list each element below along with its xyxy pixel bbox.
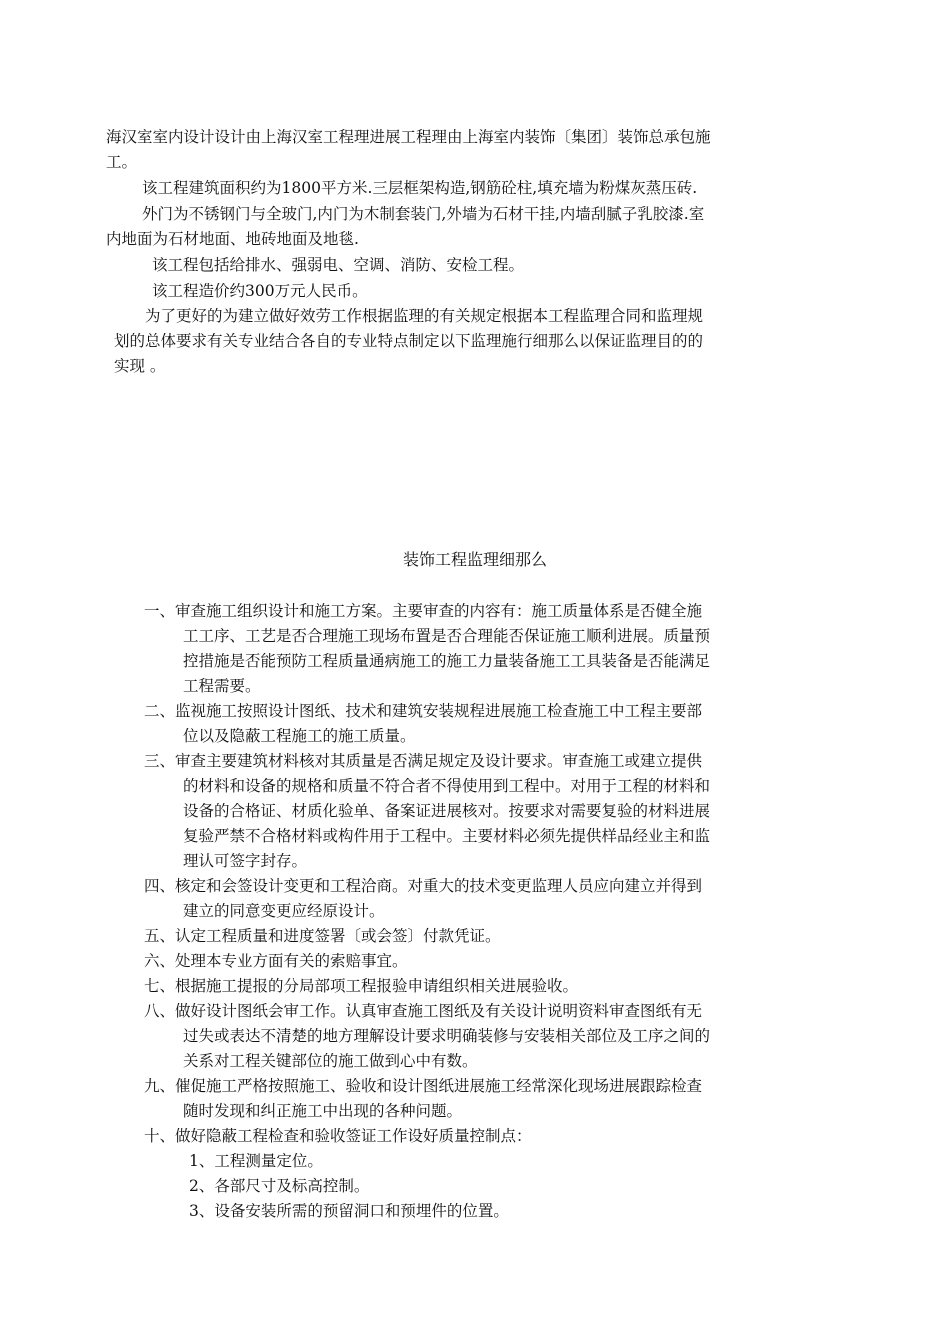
item-3-line-5: 理认可签字封存。: [183, 852, 308, 870]
intro-line-9: 划的总体要求有关专业结合各自的专业特点制定以下监理施行细那么以保证监理目的的: [114, 332, 704, 350]
intro-line-6: 该工程包括给排水、强弱电、空调、消防、安检工程。: [152, 256, 525, 274]
item-9-line-2: 随时发现和纠正施工中出现的各种问题。: [183, 1102, 463, 1120]
intro-line-7: 该工程造价约300万元人民币。: [152, 282, 368, 300]
intro-line-8: 为了更好的为建立做好效劳工作根据监理的有关规定根据本工程监理合同和监理规: [145, 307, 704, 325]
item-4-line-2: 建立的同意变更应经原设计。: [183, 902, 385, 920]
intro-line-4: 外门为不锈钢门与全玻门,内门为木制套装门,外墙为石材干挂,内墙刮腻子乳胶漆.室: [142, 205, 705, 223]
item-3-line-4: 复验严禁不合格材料或构件用于工程中。主要材料必须先提供样品经业主和监: [183, 827, 711, 845]
item-5-line-1: 五、认定工程质量和进度签署〔或会签〕付款凭证。: [144, 927, 501, 945]
intro-line-5: 内地面为石材地面、地砖地面及地毯.: [106, 230, 359, 248]
sub-item-2: 2、各部尺寸及标高控制。: [189, 1177, 370, 1195]
section-title: 装饰工程监理细那么: [402, 550, 547, 569]
sub-item-1: 1、工程测量定位。: [189, 1152, 323, 1170]
intro-line-2: 工。: [106, 153, 138, 171]
item-10-line-1: 十、做好隐蔽工程检查和验收签证工作设好质量控制点：: [144, 1127, 532, 1145]
item-2-line-1: 二、监视施工按照设计图纸、技术和建筑安装规程进展施工检查施工中工程主要部: [144, 702, 703, 720]
intro-line-10: 实现 。: [114, 357, 166, 375]
item-1-line-2: 工工序、工艺是否合理施工现场布置是否合理能否保证施工顺利进展。质量预: [183, 627, 711, 645]
item-4-line-1: 四、核定和会签设计变更和工程洽商。对重大的技术变更监理人员应向建立并得到: [144, 877, 703, 895]
intro-line-3: 该工程建筑面积约为1800平方米.三层框架构造,钢筋砼柱,填充墙为粉煤灰蒸压砖.: [142, 179, 698, 197]
item-2-line-2: 位以及隐蔽工程施工的施工质量。: [183, 727, 416, 745]
sub-item-3: 3、设备安装所需的预留洞口和预埋件的位置。: [189, 1202, 509, 1220]
item-9-line-1: 九、催促施工严格按照施工、验收和设计图纸进展施工经常深化现场进展跟踪检查: [144, 1077, 703, 1095]
item-7-line-1: 七、根据施工提报的分局部项工程报验申请组织相关进展验收。: [144, 977, 579, 995]
item-6-line-1: 六、处理本专业方面有关的索赔事宜。: [144, 952, 408, 970]
intro-line-1: 海汉室室内设计设计由上海汉室工程理进展工程理由上海室内装饰〔集团〕装饰总承包施: [106, 128, 711, 146]
item-1-line-4: 工程需要。: [183, 677, 261, 695]
item-3-line-2: 的材料和设备的规格和质量不符合者不得使用到工程中。对用于工程的材料和: [183, 777, 711, 795]
item-3-line-3: 设备的合格证、材质化验单、备案证进展核对。按要求对需要复验的材料进展: [183, 802, 711, 820]
item-1-line-3: 控措施是否能预防工程质量通病施工的施工力量装备施工工具装备是否能满足: [183, 652, 711, 670]
item-8-line-1: 八、做好设计图纸会审工作。认真审查施工图纸及有关设计说明资料审查图纸有无: [144, 1002, 703, 1020]
item-8-line-3: 关系对工程关键部位的施工做到心中有数。: [183, 1052, 478, 1070]
item-1-line-1: 一、审查施工组织设计和施工方案。主要审查的内容有：施工质量体系是否健全施: [144, 602, 703, 620]
item-3-line-1: 三、审查主要建筑材料核对其质量是否满足规定及设计要求。审查施工或建立提供: [144, 752, 703, 770]
item-8-line-2: 过失或表达不清楚的地方理解设计要求明确装修与安装相关部位及工序之间的: [183, 1027, 711, 1045]
